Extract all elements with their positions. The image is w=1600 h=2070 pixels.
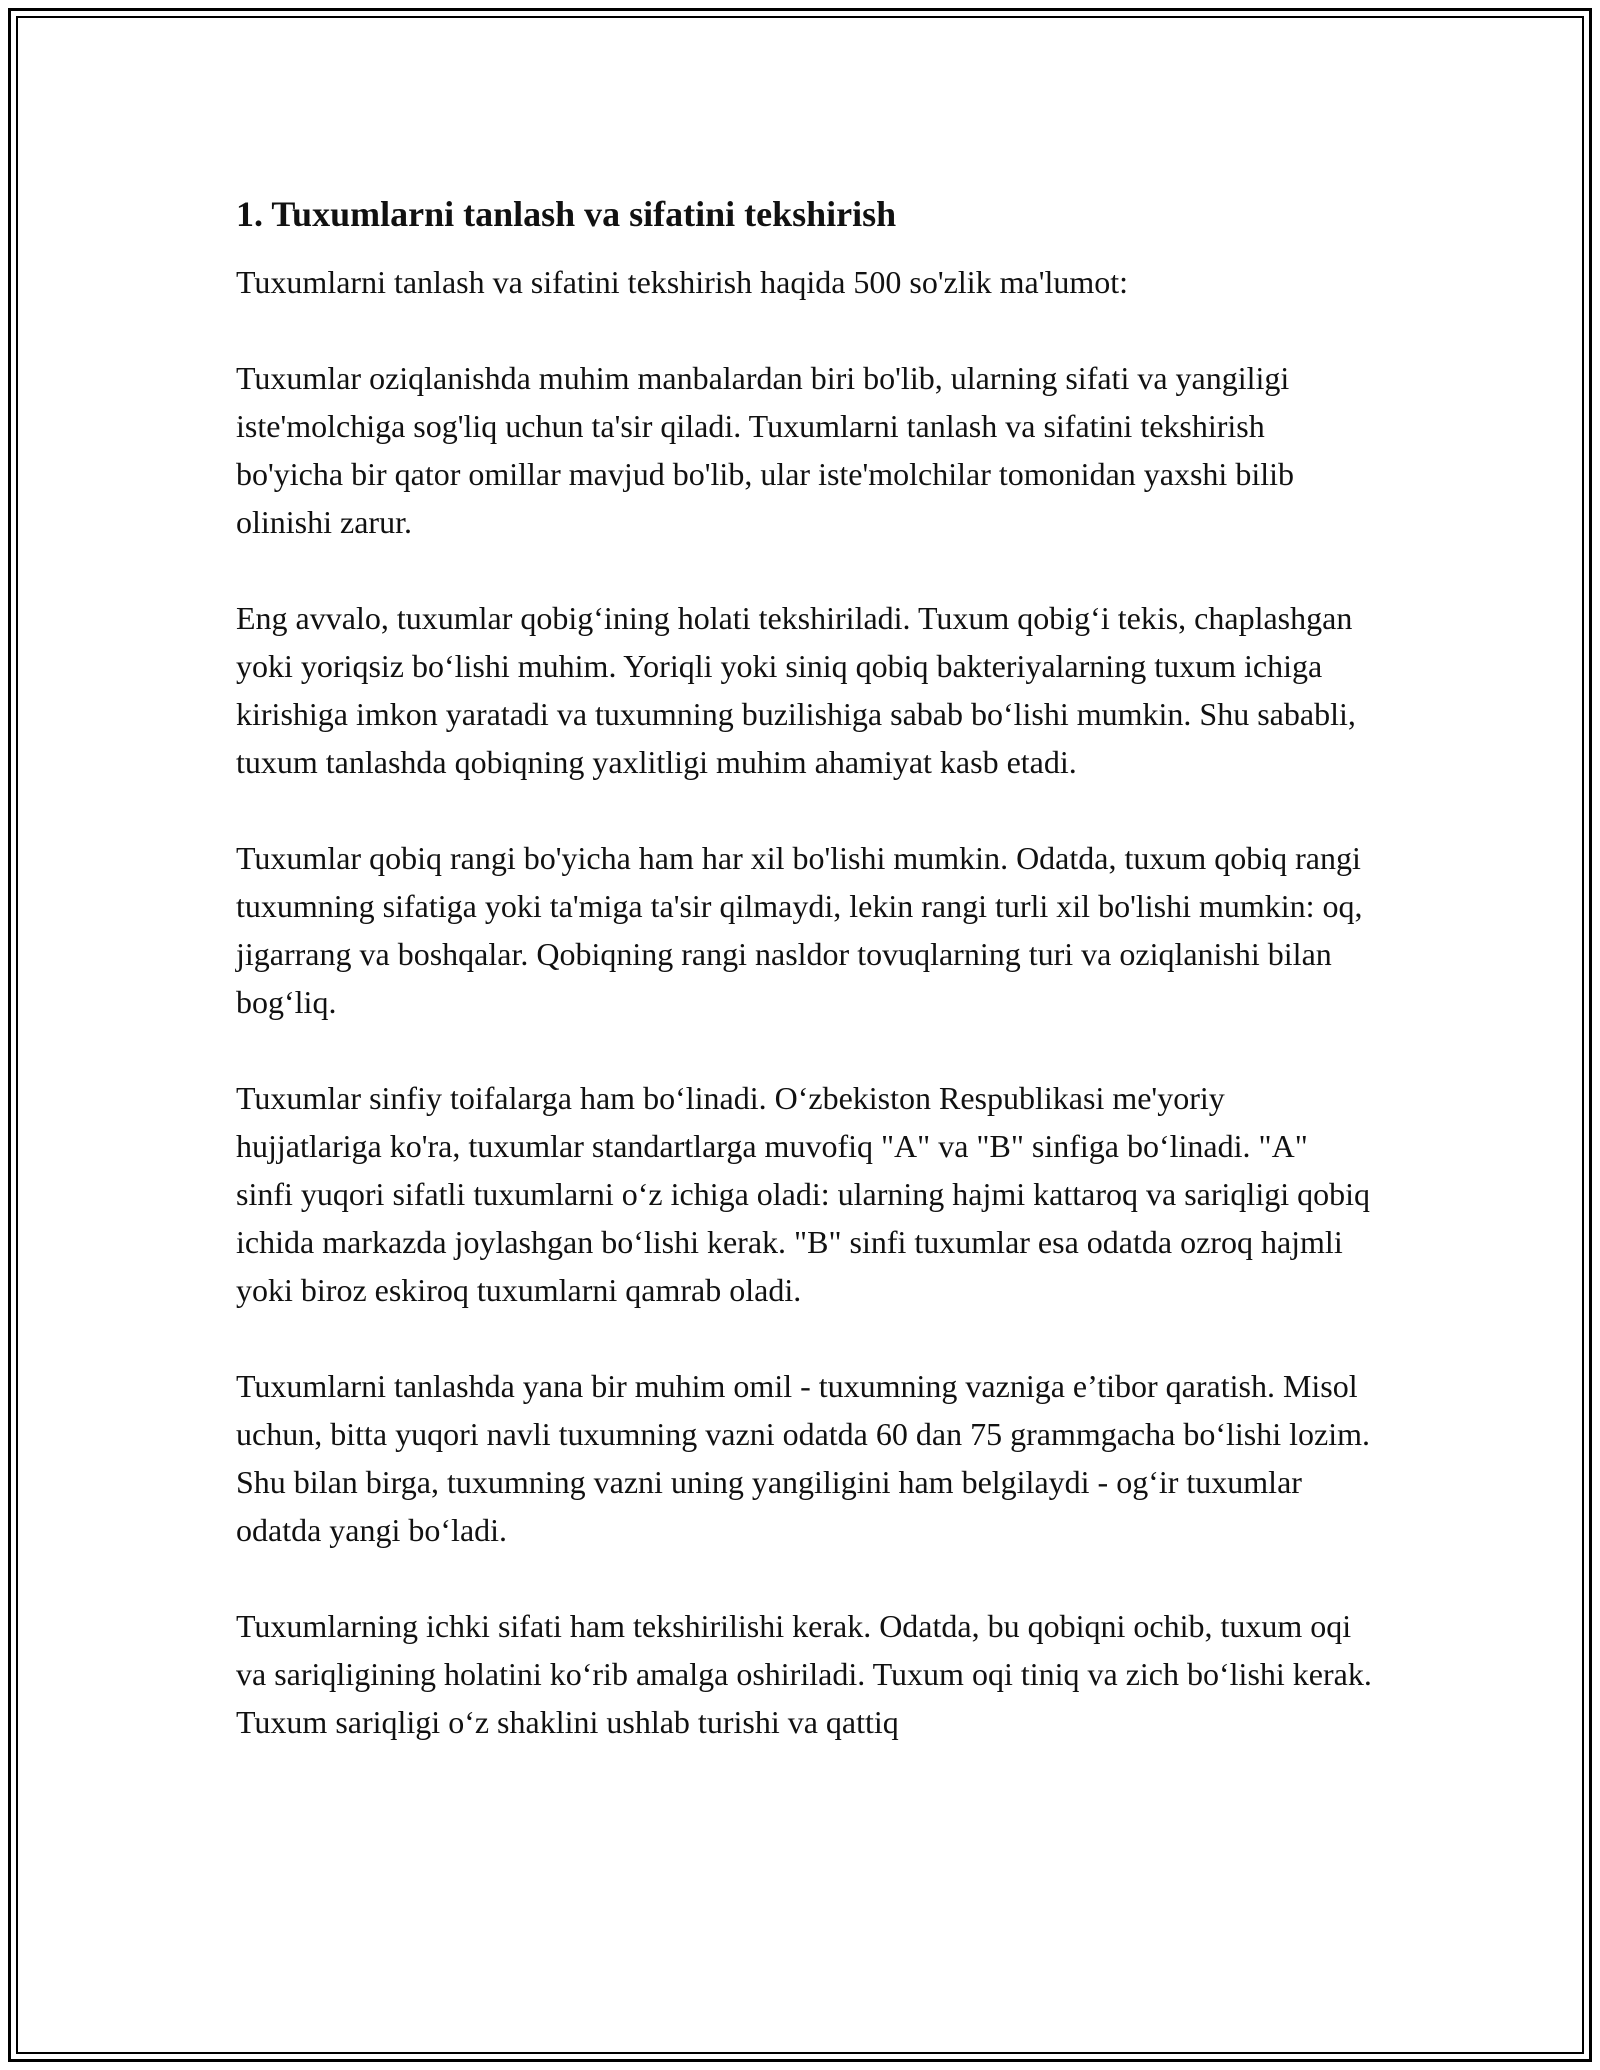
paragraph-shell-color: Tuxumlar qobiq rangi bo'yicha ham har xil bo'lishi mumkin. Odatda, tuxum qobiq rangi tuxumning sifatiga yoki ta'miga ta'sir qilmaydi, lekin rangi turli xil bo'lishi mumkin: oq, jigarrang va boshqalar. Qobiqning rangi nasldor tovuqlarning turi va oziqlanishi bilan bog‘liq. bbox=[236, 840, 1363, 1020]
paragraph-internal-quality: Tuxumlarning ichki sifati ham tekshirilishi kerak. Odatda, bu qobiqni ochib, tuxum oqi va sariqligining holatini ko‘rib amalga oshiriladi. Tuxum oqi tiniq va zich bo‘lishi kerak. Tuxum sariqligi o‘z shaklini ushlab turishi va qattiq bbox=[236, 1608, 1372, 1740]
paragraph-shell-integrity: Eng avvalo, tuxumlar qobig‘ining holati tekshiriladi. Tuxum qobig‘i tekis, chaplashgan yoki yoriqsiz bo‘lishi muhim. Yoriqli yoki siniq qobiq bakteriyalarning tuxum ichiga kirishiga imkon yaratadi va tuxumning buzilishiga sabab bo‘lishi mumkin. Shu sababli, tuxum tanlashda qobiqning yaxlitligi muhim ahamiyat kasb etadi. bbox=[236, 600, 1356, 780]
section-heading: 1. Tuxumlarni tanlash va sifatini tekshirish bbox=[236, 194, 897, 234]
document-body bbox=[236, 188, 1372, 1746]
intro-paragraph: Tuxumlarni tanlash va sifatini tekshirish haqida 500 so'zlik ma'lumot: bbox=[236, 264, 1129, 300]
paragraph-egg-classes: Tuxumlar sinfiy toifalarga ham bo‘linadi. O‘zbekiston Respublikasi me'yoriy hujjatlariga ko'ra, tuxumlar standartlarga muvofiq "A" va "B" sinfiga bo‘linadi. "A" sinfi yuqori sifatli tuxumlarni o‘z ichiga oladi: ularning hajmi kattaroq va sariqligi qobiq ichida markazda joylashgan bo‘lishi kerak. "B" sinfi tuxumlar esa odatda ozroq hajmli yoki biroz eskiroq tuxumlarni qamrab oladi. bbox=[236, 1080, 1370, 1308]
paragraph-egg-weight: Tuxumlarni tanlashda yana bir muhim omil - tuxumning vazniga e’tibor qaratish. Misol uchun, bitta yuqori navli tuxumning vazni odatda 60 dan 75 grammgacha bo‘lishi lozim. Shu bilan birga, tuxumning vazni uning yangiligini ham belgilaydi - og‘ir tuxumlar odatda yangi bo‘ladi. bbox=[236, 1368, 1370, 1548]
paragraph-shell-condition: Tuxumlar oziqlanishda muhim manbalardan biri bo'lib, ularning sifati va yangiligi iste'molchiga sog'liq uchun ta'sir qiladi. Tuxumlarni tanlash va sifatini tekshirish bo'yicha bir qator omillar mavjud bo'lib, ular iste'molchilar tomonidan yaxshi bilib olinishi zarur. bbox=[236, 360, 1294, 540]
